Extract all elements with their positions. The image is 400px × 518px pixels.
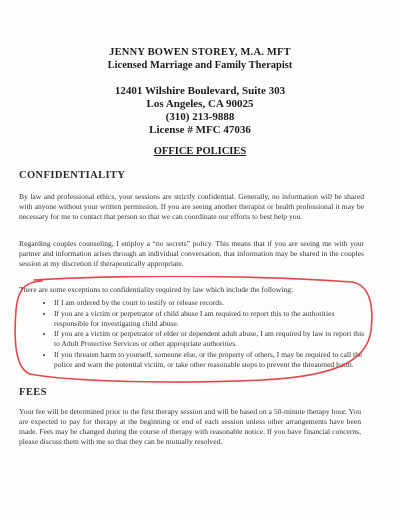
- phone-number: (310) 213-9888: [165, 111, 235, 123]
- license-number: License # MFC 47036: [149, 124, 251, 136]
- list-item: • If you are a victim or perpetrator of child abuse I am required to report this to the authorities responsible for investigating child abuse.: [54, 309, 370, 329]
- fees-heading: FEES: [19, 387, 47, 398]
- therapist-name: JENNY BOWEN STOREY, M.A. MFT: [109, 47, 291, 58]
- therapist-subtitle: Licensed Marriage and Family Therapist: [107, 60, 293, 71]
- list-item: • If you are a victim or perpetrator of elder or dependent adult abuse, I am required by law to report this to Adult Protective Services or other appropriate authorities.: [54, 329, 370, 349]
- address-line-1: 12401 Wilshire Boulevard, Suite 303: [114, 85, 286, 97]
- document-title: OFFICE POLICIES: [153, 146, 247, 157]
- list-item: • If you threaten harm to yourself, someone else, or the property of others, I may be required to call the police and warn the potential victim, or take other reasonable steps to prevent the threatened harm.: [54, 350, 370, 370]
- address-line-2: Los Angeles, CA 90025: [146, 98, 254, 110]
- handwritten-circle-annotation: [12, 276, 375, 383]
- confidentiality-paragraph-1: By law and professional ethics, your sessions are strictly confidential. Generally, no information will be shared with anyone without your written permission. If you are seeing another therapist or health professional it may be necessary for me to contact that person so that we can coordinate our efforts to best help you.: [19, 192, 364, 221]
- confidentiality-paragraph-2: Regarding couples counseling, I employ a “no secrets” policy. This means that if you are seeing me with your partner and information arises through an individual conversation, that information may be shared in the couples session at my discretion if therapeutically appropriate.: [19, 239, 364, 268]
- fees-paragraph: Your fee will be determined prior to the first therapy session and will be based on a 50-minute therapy hour. You are expected to pay for therapy at the beginning or end of each session unless other arrangements have been made. Fees may be changed during the course of therapy with reasonable notice. If you have financial concerns, please discuss them with me so that they can be mutually resolved.: [19, 407, 361, 446]
- confidentiality-heading: CONFIDENTIALITY: [19, 170, 126, 181]
- list-item: • If I am ordered by the court to testify or release records.: [54, 298, 370, 308]
- exceptions-intro: There are some exceptions to confidentiality required by law which include the following:: [19, 285, 294, 294]
